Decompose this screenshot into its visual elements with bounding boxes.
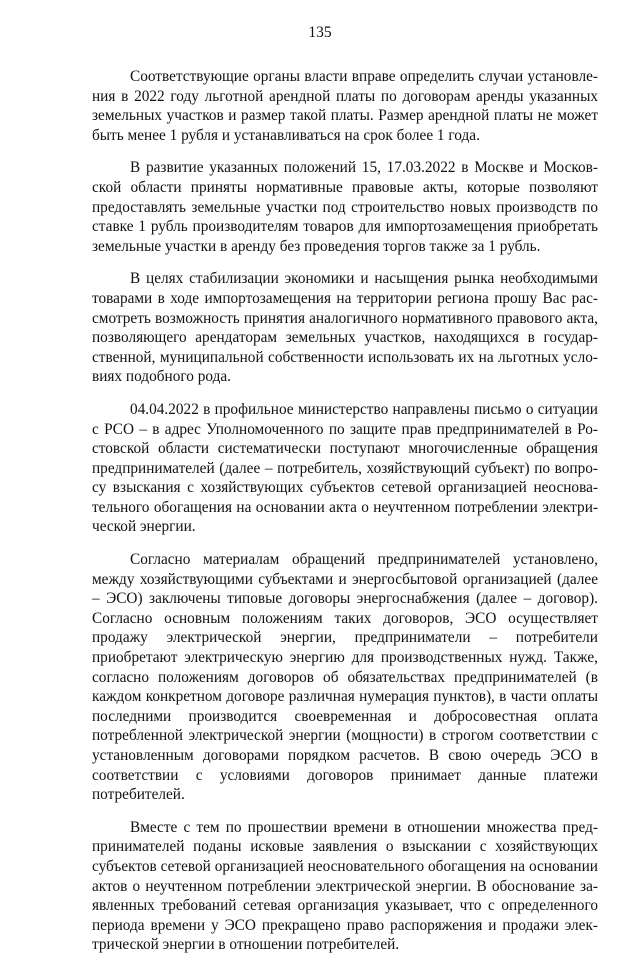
document-body xyxy=(92,67,598,968)
page-number: 135 xyxy=(308,24,332,41)
paragraph: В развитие указанных положений 15, 17.03.2022 в Москве и Московской области приняты нормативные правовые акты, которые позволяют предоставлять земельные участки под строительство новых производств по ставке 1 рубль производителям товаров для импортозамещения приобретать земельные участки в аренду без проведения торгов также за 1 рубль. xyxy=(92,159,598,255)
paragraph: В целях стабилизации экономики и насыщения рынка необходимыми товарами в ходе импортозамещения на территории региона прошу Вас рассмотреть возможность принятия аналогичного нормативного правового акта, позволяющего арендаторам земельных участков, находящихся в государственной, муниципальной собственности использовать их на льготных условиях подобного рода. xyxy=(92,270,598,386)
paragraph: Согласно материалам обращений предпринимателей установлено, между хозяйствующими субъектами и энергосбытовой организацией (далее – ЭСО) заключены типовые договоры энергоснабжения (далее – договор). Согласно основным положениям таких договоров, ЭСО осуществляет продажу электрической энергии, предприниматели – потребители приобретают электрическую энергию для производственных нужд. Также, согласно положениям договоров об обязательствах предпринимателей (в каждом конкретном договоре различная нумерация пунктов), в части оплаты последними производится своевременная и добросовестная оплата потребленной электрической энергии (мощности) в строгом соответствии с установленным договорами порядком расчетов. В свою очередь ЭСО в соответствии с условиями договоров принимает данные платежи потребителей. xyxy=(92,551,598,804)
paragraph: Вместе с тем по прошествии времени в отношении множества предпринимателей поданы исковые заявления о взыскании с хозяйствующих субъектов сетевой организацией неосновательного обогащения на основании актов о неучтенном потреблении электрической энергии. В обоснование заявленных требований сетевая организация указывает, что с определенного периода времени у ЭСО прекращено право распоряжения и продажи электрической энергии в отношении потребителей. xyxy=(92,818,598,954)
paragraph: Соответствующие органы власти вправе определить случаи установления в 2022 году льготной арендной платы по договорам аренды указанных земельных участков и размер такой платы. Размер арендной платы не может быть менее 1 рубля и устанавливаться на срок более 1 года. xyxy=(92,68,598,144)
paragraph: 04.04.2022 в профильное министерство направлены письмо о ситуации с РСО – в адрес Уполномоченного по защите прав предпринимателей в Ростовской области систематически поступают многочисленные обращения предпринимателей (далее – потребитель, хозяйствующий субъект) по вопросу взыскания с хозяйствующих субъектов сетевой организацией неосновательного обогащения на основании акта о неучтенном потреблении электрической энергии. xyxy=(92,400,598,536)
